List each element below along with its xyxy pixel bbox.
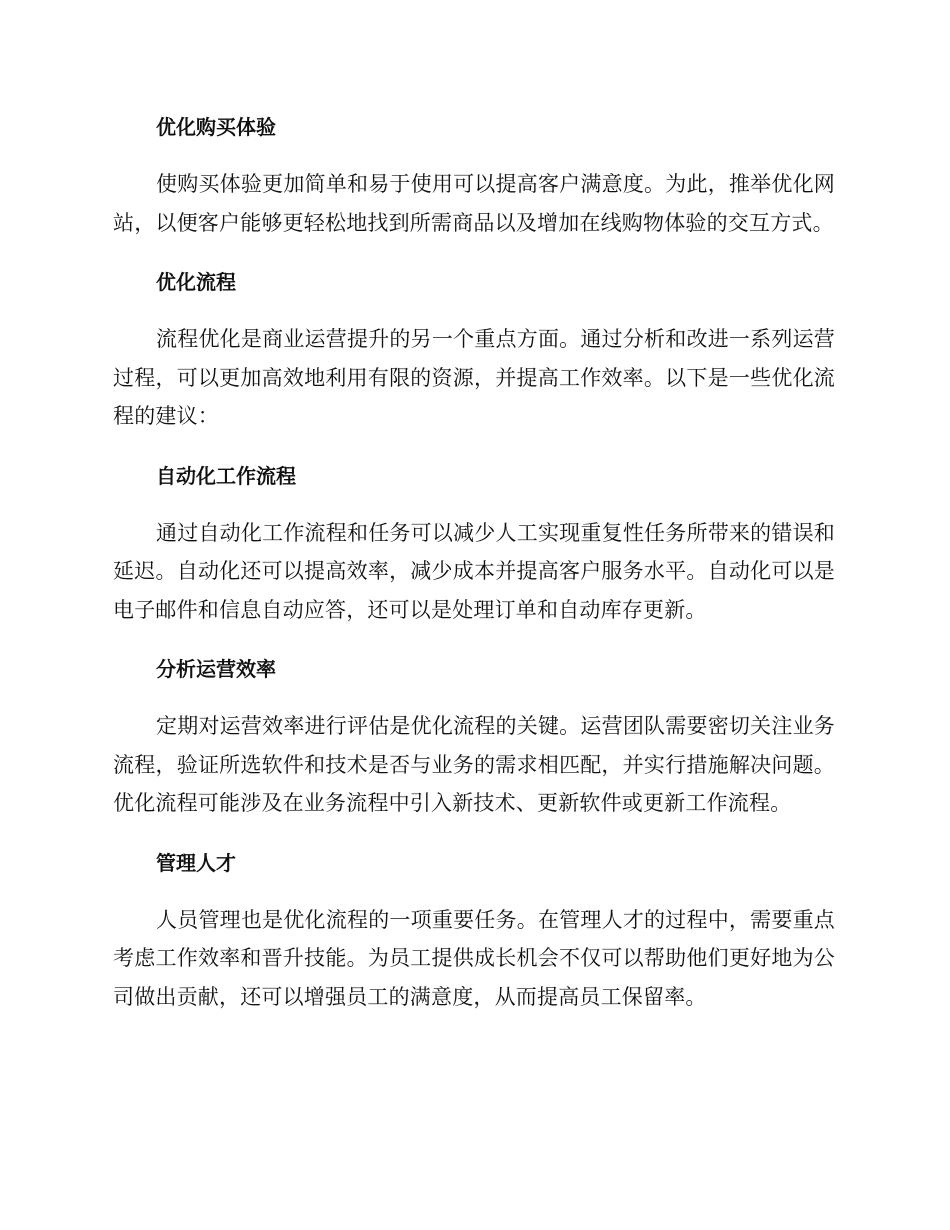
spacer	[113, 146, 835, 165]
document-body	[113, 108, 835, 1016]
spacer	[113, 688, 835, 707]
spacer	[113, 242, 835, 263]
section-heading: 管理人才	[156, 850, 236, 875]
section-heading: 自动化工作流程	[156, 463, 296, 488]
section-heading: 优化流程	[156, 270, 236, 294]
spacer	[113, 436, 835, 457]
spacer	[113, 495, 835, 514]
section-paragraph: 人员管理也是优化流程的一项重要任务。在管理人才的过程中，需要重点考虑工作效率和晋升技能。为员工提供成长机会不仅可以帮助他们更好地为公司做出贡献，还可以增强员工的满意度，从而提高员工保留率。	[113, 907, 835, 1009]
spacer	[113, 882, 835, 901]
section-paragraph: 流程优化是商业运营提升的另一个重点方面。通过分析和改进一系列运营过程，可以更加高效地利用有限的资源，并提高工作效率。以下是一些优化流程的建议：	[113, 327, 835, 428]
spacer	[113, 823, 835, 844]
section-paragraph: 使购买体验更加简单和易于使用可以提高客户满意度。为此，推举优化网站，以便客户能够更轻松地找到所需商品以及增加在线购物体验的交互方式。	[113, 172, 835, 235]
section-heading: 优化购买体验	[156, 115, 276, 139]
spacer	[113, 629, 835, 650]
section-paragraph: 通过自动化工作流程和任务可以减少人工实现重复性任务所带来的错误和延迟。自动化还可以提高效率，减少成本并提高客户服务水平。自动化可以是电子邮件和信息自动应答，还可以是处理订单和自动库存更新。	[113, 520, 835, 622]
section-heading: 分析运营效率	[156, 657, 276, 681]
section-paragraph: 定期对运营效率进行评估是优化流程的关键。运营团队需要密切关注业务流程，验证所选软件和技术是否与业务的需求相匹配，并实行措施解决问题。优化流程可能涉及在业务流程中引入新技术、更新软件或更新工作流程。	[113, 714, 835, 815]
spacer	[113, 301, 835, 320]
